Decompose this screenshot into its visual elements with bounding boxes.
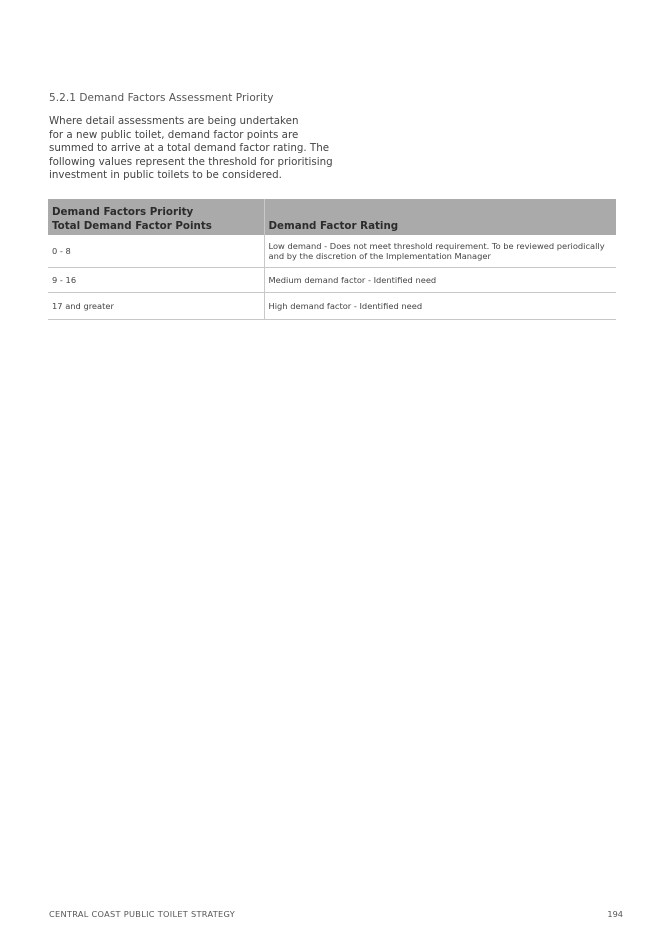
points-cell: 17 and greater [48,293,264,320]
table-row [48,293,616,320]
points-cell: 9 - 16 [48,268,264,293]
intro-line: investment in public toilets to be considered. [49,169,282,182]
column-header-rating: Demand Factor Rating [264,218,616,235]
table-header-row [48,218,616,235]
intro-line: summed to arrive at a total demand factor rating. The [49,142,330,155]
demand-factors-priority-table [48,199,616,320]
section-heading: 5.2.1 Demand Factors Assessment Priority [49,92,274,104]
rating-cell: Low demand - Does not meet threshold requirement. To be reviewed periodically and by the discretion of the Implementation Manager [264,235,616,268]
footer-page-number: 194 [607,909,623,919]
intro-line: for a new public toilet, demand factor points are [49,128,299,141]
footer-document-title: CENTRAL COAST PUBLIC TOILET STRATEGY [49,909,236,919]
points-cell: 0 - 8 [48,235,264,268]
table-title-row [48,199,616,218]
table-row [48,235,616,268]
table-row [48,268,616,293]
table-title: Demand Factors Priority [48,199,264,218]
table-title-spacer [264,199,616,218]
intro-paragraph [49,115,339,183]
rating-cell: Medium demand factor - Identified need [264,268,616,293]
rating-cell: High demand factor - Identified need [264,293,616,320]
column-header-points: Total Demand Factor Points [48,218,264,235]
intro-line: following values represent the threshold for prioritising [49,155,333,168]
intro-line: Where detail assessments are being undertaken [49,115,299,127]
